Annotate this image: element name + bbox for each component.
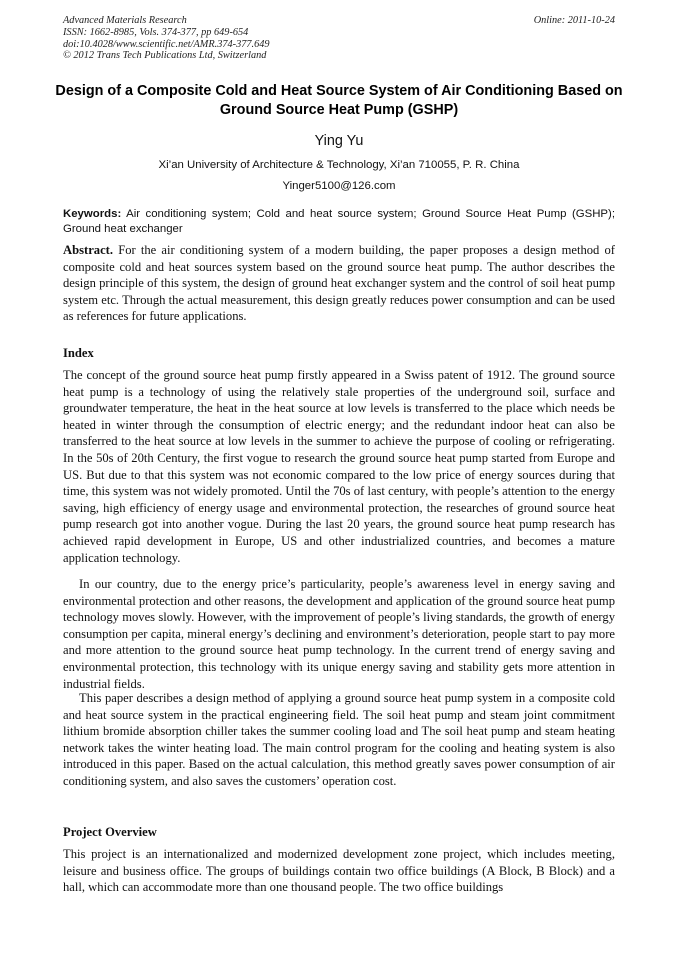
- project-overview-paragraph: This project is an internationalized and modernized development zone project, which includes meeting, leisure and business office. The groups of buildings contain two office buildings (A Block, B Block) and a hall, which can accommodate more than one thousand people. The two office buildings: [63, 847, 615, 895]
- journal-name: Advanced Materials Research: [63, 15, 187, 26]
- abstract-label: Abstract.: [63, 243, 114, 257]
- project-overview-heading: Project Overview: [63, 825, 157, 839]
- index-paragraph-1: The concept of the ground source heat pump firstly appeared in a Swiss patent of 1912. The ground source heat pump is a technology of using the relatively stale properties of the underground soil, surface and groundwater temperature, the heat in the heat source at low levels is transferred to the place which needs be heated in winter through the consumption of electric energy; and the redundant indoor heat can also be transferred to the heat source at low levels in the summer to achieve the purpose of cooling or refrigerating. In the 50s of 20th Century, the first vogue to research the ground source heat pump started from Europe and US. But due to that this system was not economic compared to the low price of energy sources during that time, this system was not widely promoted. Until the 70s of last century, with people’s attention to the energy saving, high efficiency of energy usage and environmental protection, the researches of ground source heat pump research got into another vogue. During the last 20 years, the ground source heat pump research has achieved rapid development in Europe, US and other industrialized countries, and becomes a mature application technology.: [63, 368, 615, 565]
- abstract-text: For the air conditioning system of a modern building, the paper proposes a design method of composite cold and heat sources system based on the ground source heat pump. The author describes the design principle of this system, the design of ground heat exchanger system and the control of soil heat pump system etc. Through the actual measurement, this design greatly reduces power consumption and can be used as references for future applications.: [63, 243, 615, 324]
- index-paragraph-3: This paper describes a design method of applying a ground source heat pump system in a composite cold and heat source system in the practical engineering field. The soil heat pump and steam joint commitment lithium bromide absorption chiller takes the summer cooling load and The soil heat pump and steam heating network takes the winter heating load. The main control program for the cooling and heating system is also introduced in this paper. Based on the actual calculation, this method greatly saves power consumption of air conditioning system, and also saves the customers’ operation cost.: [63, 691, 615, 788]
- keywords-text: Air conditioning system; Cold and heat source system; Ground Source Heat Pump (GSHP); Ground heat exchanger: [63, 208, 615, 235]
- keywords-block: [63, 207, 615, 237]
- author-email[interactable]: Yinger5100@126.com: [282, 180, 396, 192]
- paper-title: Design of a Composite Cold and Heat Source System of Air Conditioning Based on Ground Source Heat Pump (GSHP): [55, 83, 623, 118]
- author-affiliation: Xi’an University of Architecture & Technology, Xi’an 710055, P. R. China: [158, 159, 520, 171]
- keywords-label: Keywords:: [63, 208, 122, 220]
- index-paragraph-2: In our country, due to the energy price’s particularity, people’s awareness level in energy saving and environmental protection and other reasons, the development and application of the ground source heat pump technology moves slowly. However, with the improvement of people’s living standards, the growth of energy consumption per capita, mineral energy’s declining and environment’s deterioration, people start to pay more and more attention to the ground source heat pump technology. In the current trend of energy saving and environmental protection, this technology with its unique energy saving and stability gets more attention in industrial fields.: [63, 577, 615, 691]
- abstract-block: [63, 242, 615, 325]
- copyright-line: © 2012 Trans Tech Publications Ltd, Switzerland: [63, 50, 267, 62]
- author-name: Ying Yu: [314, 133, 364, 149]
- issn-line: ISSN: 1662-8985, Vols. 374-377, pp 649-654: [63, 26, 249, 38]
- index-heading: Index: [63, 346, 94, 360]
- journal-header: [63, 15, 615, 62]
- online-date: Online: 2011-10-24: [533, 15, 615, 26]
- doi-line[interactable]: doi:10.4028/www.scientific.net/AMR.374-377.649: [63, 38, 270, 50]
